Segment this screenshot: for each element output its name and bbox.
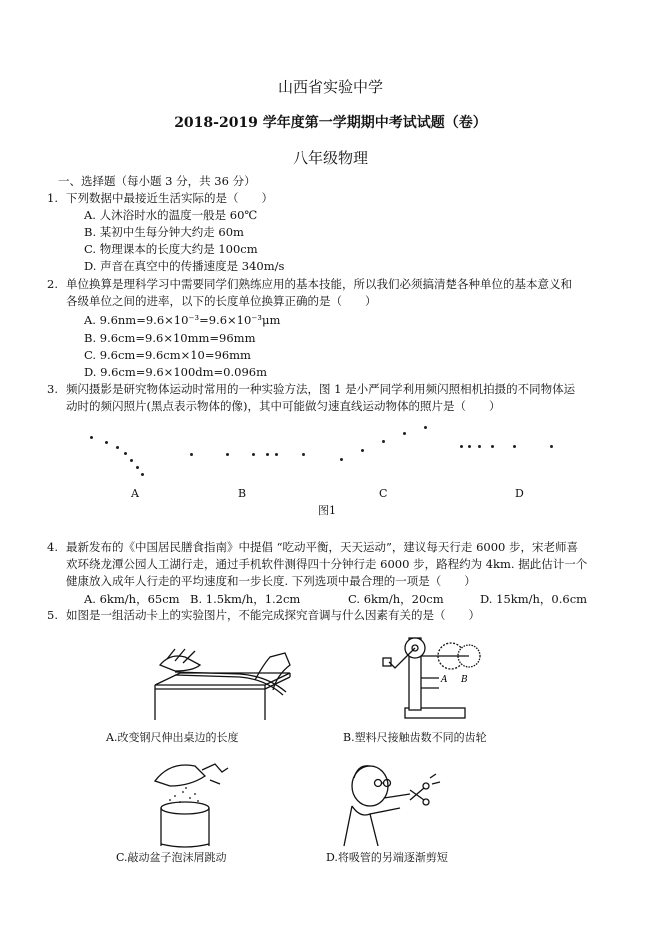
photo-label-d: D: [515, 487, 524, 500]
photo-d-dot: [460, 445, 463, 448]
q4-option-c: C. 6km/h，20cm: [348, 592, 444, 606]
photo-b-dot: [252, 453, 255, 456]
q2-option-c: C. 9.6cm=9.6cm×10=96mm: [84, 348, 251, 362]
q4-stem-line3: 健康放入成年人行走的平均速度和一步长度. 下列选项中最合理的一项是（ ）: [66, 574, 476, 588]
caption-b: B.塑料尺接触齿数不同的齿轮: [343, 731, 487, 744]
q5-number: 5.: [47, 608, 58, 622]
straw-cutting-illustration: [340, 756, 445, 848]
photo-d-dot: [513, 445, 516, 448]
q3-number: 3.: [47, 382, 58, 396]
q1-option-c: C. 物理课本的长度大约是 100cm: [84, 242, 258, 256]
photo-a-dot: [141, 473, 144, 476]
photo-c-dot: [340, 458, 343, 461]
q1-number: 1.: [47, 191, 58, 205]
photo-b-dot: [302, 453, 305, 456]
q4-stem-line1: 最新发布的《中国居民膳食指南》中提倡 “吃动平衡，天天运动”，建议每天行走 6000 步，宋老师喜: [66, 540, 578, 554]
q4-option-d: D. 15km/h，0.6cm: [480, 592, 588, 606]
gear-wheel-illustration: [375, 628, 485, 723]
q3-stem-line1: 频闪摄影是研究物体运动时常用的一种实验方法，图 1 是小严同学利用频闪照相机拍摄的不同物体运: [66, 382, 576, 396]
photo-d-dot: [550, 445, 553, 448]
q1-option-d: D. 声音在真空中的传播速度是 340m/s: [84, 259, 285, 273]
q1-option-b: B. 某初中生每分钟大约走 60m: [84, 225, 244, 239]
photo-label-c: C: [379, 487, 388, 500]
subject-title: 八年级物理: [292, 149, 368, 167]
q5-stem: 如图是一组活动卡上的实验图片，不能完成探究音调与什么因素有关的是（ ）: [66, 608, 480, 622]
caption-a: A.改变钢尺伸出桌边的长度: [106, 731, 239, 744]
q1-option-a: A. 人沐浴时水的温度一般是 60℃: [84, 208, 258, 222]
photo-c-dot: [361, 449, 364, 452]
q2-option-d: D. 9.6cm=9.6×100dm=0.096m: [84, 365, 267, 379]
photo-a-dot: [124, 452, 127, 455]
drum-foam-illustration: [150, 756, 245, 848]
ruler-on-table-illustration: [145, 635, 295, 725]
q4-option-a: A. 6km/h，65cm: [84, 592, 180, 606]
photo-c-dot: [403, 432, 406, 435]
photo-a-dot: [136, 466, 139, 469]
section-heading: 一、选择题（每小题 3 分，共 36 分）: [58, 174, 256, 188]
q2-option-b: B. 9.6cm=9.6×10mm=96mm: [84, 331, 256, 345]
photo-c-dot: [382, 440, 385, 443]
q1-stem: 下列数据中最接近生活实际的是（ ）: [66, 191, 273, 205]
gear-label-b: B: [461, 675, 468, 685]
photo-b-dot: [275, 453, 278, 456]
photo-a-dot: [105, 441, 108, 444]
exam-title: 2018-2019 学年度第一学期期中考试试题（卷）: [174, 115, 487, 131]
q4-number: 4.: [47, 540, 58, 554]
school-name: 山西省实验中学: [277, 78, 383, 96]
q4-stem-line2: 欢环绕龙潭公园人工湖行走，通过手机软件测得四十分钟行走 6000 步，路程约为 4km. 据此估计一个: [66, 557, 588, 571]
q2-option-a: A. 9.6nm=9.6×10⁻³=9.6×10⁻³μm: [84, 313, 281, 327]
photo-a-dot: [130, 459, 133, 462]
q4-option-b: B. 1.5km/h，1.2cm: [190, 592, 301, 606]
photo-label-b: B: [238, 487, 247, 500]
caption-c: C.敲动盆子泡沫屑跳动: [116, 851, 227, 864]
figure-caption: 图1: [318, 504, 336, 517]
photo-b-dot: [226, 453, 229, 456]
photo-d-dot: [468, 445, 471, 448]
photo-a-dot: [90, 436, 93, 439]
photo-c-dot: [424, 426, 427, 429]
photo-label-a: A: [131, 487, 139, 500]
photo-b-dot: [190, 453, 193, 456]
photo-d-dot: [491, 445, 494, 448]
q2-stem-line2: 各级单位之间的进率，以下的长度单位换算正确的是（ ）: [66, 294, 377, 308]
q2-number: 2.: [47, 277, 58, 291]
gear-label-a: A: [441, 675, 448, 685]
caption-d: D.将吸管的另端逐渐剪短: [326, 851, 448, 864]
photo-b-dot: [266, 453, 269, 456]
photo-a-dot: [116, 446, 119, 449]
q3-stem-line2: 动时的频闪照片(黑点表示物体的像)，其中可能做匀速直线运动物体的照片是（ ）: [66, 399, 501, 413]
photo-d-dot: [478, 445, 481, 448]
q2-stem-line1: 单位换算是理科学习中需要同学们熟练应用的基本技能，所以我们必须搞清楚各种单位的基本意义和: [66, 277, 572, 291]
